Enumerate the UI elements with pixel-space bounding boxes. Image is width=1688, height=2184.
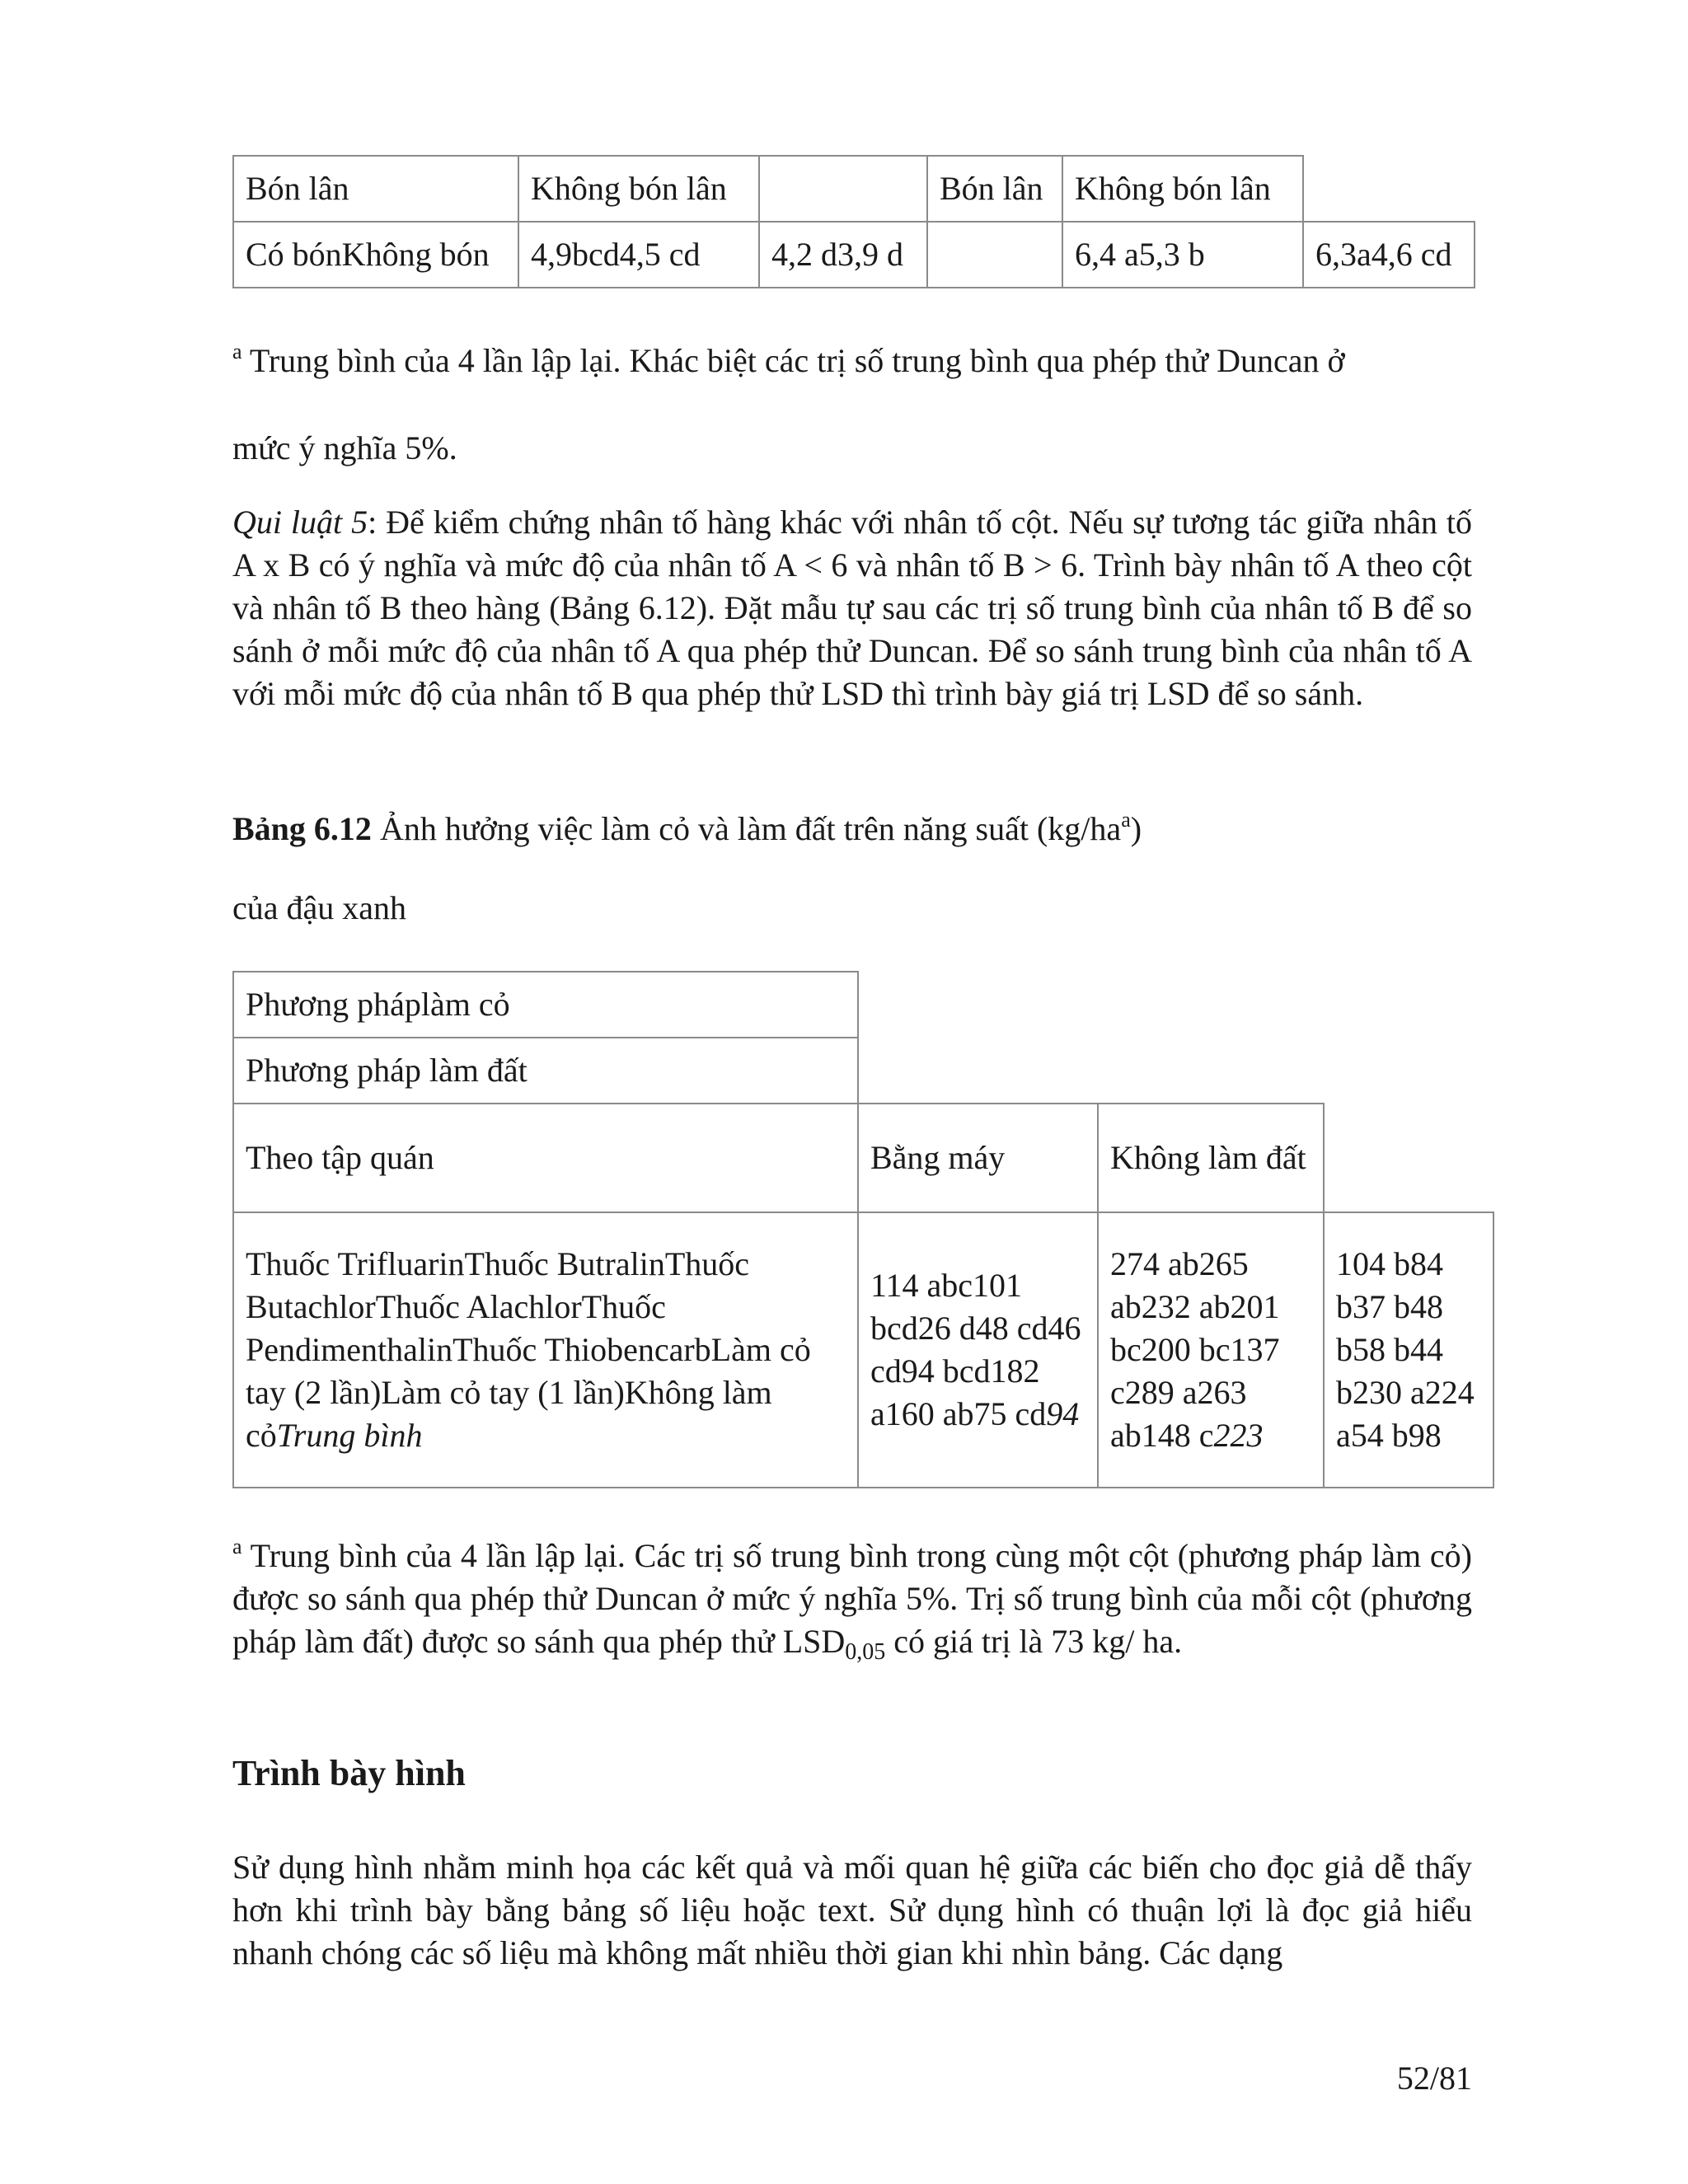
section-text: Sử dụng hình nhằm minh họa các kết quả và mối quan hệ giữa các biến cho đọc giả dễ thấy hơn khi trình bày bằng bảng số liệu hoặc text. Sử dụng hình có thuận lợi là đọc giả hiểu nhanh chóng các số liệu mà không mất nhiều thời gian khi nhìn bảng. Các dạng xyxy=(232,1849,1472,1971)
table-cell: Bón lân xyxy=(233,156,518,222)
values-machine xyxy=(1098,1212,1324,1488)
table-cell: Bón lân xyxy=(927,156,1062,222)
table-cell-empty xyxy=(1324,1038,1493,1104)
footnote-marker: a xyxy=(232,1535,242,1558)
section-heading-block xyxy=(232,1750,1485,1797)
table-yield xyxy=(232,971,1494,1488)
table-row xyxy=(233,1104,1493,1212)
table-cell-empty xyxy=(858,1038,1098,1104)
table-footnote xyxy=(232,340,1485,382)
rule-paragraph xyxy=(232,501,1472,715)
table-cell-empty xyxy=(858,972,1098,1038)
table-row xyxy=(233,1212,1493,1488)
caption-text: Ảnh hưởng việc làm cỏ và làm đất trên năng suất (kg/ha xyxy=(371,810,1122,847)
average-value: 94 xyxy=(1046,1395,1080,1432)
table-cell xyxy=(927,222,1062,288)
section-heading: Trình bày hình xyxy=(232,1753,466,1793)
column-header-machine: Bằng máy xyxy=(858,1104,1098,1212)
footnote-marker: a xyxy=(232,340,242,363)
values-no-tillage: 104 b84 b37 b48 b58 b44 b230 a224 a54 b98 xyxy=(1324,1212,1493,1488)
table-row xyxy=(233,1038,1493,1104)
table-cell: Không bón lân xyxy=(1062,156,1303,222)
table-row xyxy=(233,972,1493,1038)
table-cell: 6,3a4,6 cd xyxy=(1303,222,1475,288)
caption-text: của đậu xanh xyxy=(232,889,407,926)
values-list: 274 ab265 ab232 ab201 bc200 bc137 c289 a263 ab148 c xyxy=(1110,1245,1280,1454)
rule-text: : Để kiểm chứng nhân tố hàng khác với nhân tố cột. Nếu sự tương tác giữa nhân tố A x B có ý nghĩa và mức độ của nhân tố A < 6 và nhân tố B > 6. Trình bày nhân tố A theo cột và nhân tố B theo hàng (Bảng 6.12). Đặt mẫu tự sau các trị số trung bình của nhân tố B để so sánh ở mỗi mức độ của nhân tố A qua phép thử Duncan. Để so sánh trung bình của nhân tố A với mỗi mức độ của nhân tố B qua phép thử LSD thì trình bày giá trị LSD để so sánh. xyxy=(232,504,1472,712)
average-label: Trung bình xyxy=(276,1417,423,1454)
table-cell-empty xyxy=(1098,972,1324,1038)
column-header-no-tillage: Không làm đất xyxy=(1098,1104,1324,1212)
values-traditional xyxy=(858,1212,1098,1488)
table-cell xyxy=(759,156,927,222)
column-header-traditional: Theo tập quán xyxy=(233,1104,858,1212)
table-caption xyxy=(232,808,1485,851)
caption-sup: a xyxy=(1121,808,1131,832)
weeding-methods: Thuốc TrifluarinThuốc ButralinThuốc ButachlorThuốc AlachlorThuốc PendimenthalinThuốc ThiobencarbLàm cỏ tay (2 lần)Làm cỏ tay (1 lần)Không làm cỏ xyxy=(246,1245,811,1454)
table-cell: 6,4 a5,3 b xyxy=(1062,222,1303,288)
footnote-text: Trung bình của 4 lần lập lại. Khác biệt các trị số trung bình qua phép thử Duncan ở xyxy=(249,342,1345,379)
section-paragraph xyxy=(232,1846,1472,1975)
table-cell: Không bón lân xyxy=(518,156,759,222)
caption-label: Bảng 6.12 xyxy=(232,810,372,847)
caption-close: ) xyxy=(1130,810,1142,847)
footnote-sub: 0,05 xyxy=(845,1639,886,1665)
weeding-methods-cell xyxy=(233,1212,858,1488)
footnote-text-end: có giá trị là 73 kg/ ha. xyxy=(885,1623,1183,1660)
table-footnote-continued xyxy=(232,427,1485,470)
table-cell: Có bónKhông bón xyxy=(233,222,518,288)
table-header-cell: Phương pháp làm đất xyxy=(233,1038,858,1104)
table-cell-empty xyxy=(1324,1104,1493,1212)
table-cell: 4,2 d3,9 d xyxy=(759,222,927,288)
table-cell-empty xyxy=(1098,1038,1324,1104)
table-cell-empty xyxy=(1303,156,1475,222)
average-value: 223 xyxy=(1213,1417,1264,1454)
footnote-text: Trung bình của 4 lần lập lại. Các trị số trung bình trong cùng một cột (phương pháp làm cỏ) được so sánh qua phép thử Duncan ở mức ý nghĩa 5%. Trị số trung bình của mỗi cột (phương pháp làm đất) được so sánh qua phép thử LSD xyxy=(232,1537,1472,1660)
table-caption-line2 xyxy=(232,887,1485,930)
rule-label: Qui luật 5 xyxy=(232,504,368,541)
page-number: 52/81 xyxy=(1396,2060,1472,2097)
table-phosphorus xyxy=(232,155,1475,288)
table-header-cell: Phương pháplàm cỏ xyxy=(233,972,858,1038)
values-list: 114 abc101 bcd26 d48 cd46 cd94 bcd182 a160 ab75 cd xyxy=(870,1267,1081,1432)
table-cell: 4,9bcd4,5 cd xyxy=(518,222,759,288)
table-cell-empty xyxy=(1324,972,1493,1038)
table-row xyxy=(233,222,1475,288)
table-row xyxy=(233,156,1475,222)
footnote-text: mức ý nghĩa 5%. xyxy=(232,429,457,466)
table-footnote xyxy=(232,1535,1472,1663)
